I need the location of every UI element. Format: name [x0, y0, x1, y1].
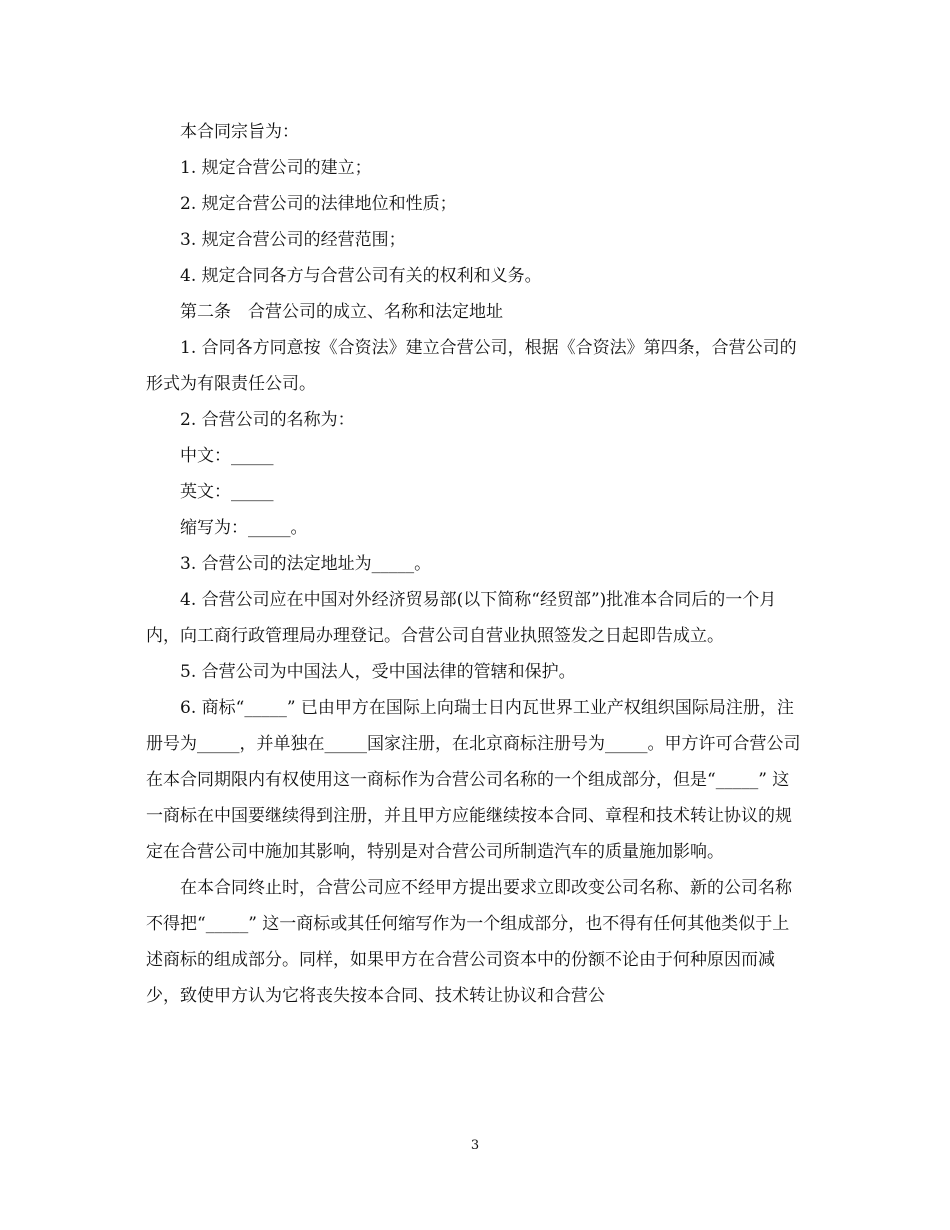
- paragraph-article2-3: 3. 合营公司的法定地址为_____。: [180, 554, 432, 574]
- paragraph-article2-5: 5. 合营公司为中国法人，受中国法律的管辖和保护。: [180, 662, 576, 682]
- paragraph-termination: 在本合同终止时，合营公司应不经甲方提出要求立即改变公司名称、新的公司名称不得把“_____” 这一商标或其任何缩写作为一个组成部分，也不得有任何其他类似于上述商标的组成部分。同样，如果甲方在合营公司资本中的份额不论由于何种原因而减少，致使甲方认为它将丧失按本合同、技术转让协议和合营公: [146, 878, 792, 1006]
- paragraph-chinese-name: 中文：_____: [180, 446, 274, 466]
- paragraph-purpose-1: 1. 规定合营公司的建立；: [180, 158, 372, 178]
- paragraph-abbreviation: 缩写为：_____。: [180, 518, 308, 538]
- paragraph-purpose-intro: 本合同宗旨为：: [180, 122, 299, 142]
- paragraph-purpose-2: 2. 规定合营公司的法律地位和性质；: [180, 194, 457, 214]
- paragraph-article2-1: 1. 合同各方同意按《合资法》建立合营公司，根据《合资法》第四条，合营公司的形式为有限责任公司。: [146, 338, 797, 394]
- article-2-heading: 第二条 合营公司的成立、名称和法定地址: [180, 302, 503, 322]
- paragraph-article2-6: 6. 商标“_____” 已由甲方在国际上向瑞士日内瓦世界工业产权组织国际局注册，注册号为_____，并单独在_____国家注册，在北京商标注册号为_____。甲方许可合营公司在本合同期限内有权使用这一商标作为合营公司名称的一个组成部分，但是“_____” 这一商标在中国要继续得到注册，并且甲方应能继续按本合同、章程和技术转让协议的规定在合营公司中施加其影响，特别是对合营公司所制造汽车的质量施加影响。: [146, 698, 801, 862]
- paragraph-article2-4: 4. 合营公司应在中国对外经济贸易部(以下简称“经贸部”)批准本合同后的一个月内，向工商行政管理局办理登记。合营公司自营业执照签发之日起即告成立。: [146, 590, 777, 646]
- paragraph-article2-2: 2. 合营公司的名称为：: [180, 410, 355, 430]
- paragraph-purpose-4: 4. 规定合同各方与合营公司有关的权利和义务。: [180, 266, 542, 286]
- paragraph-purpose-3: 3. 规定合营公司的经营范围；: [180, 230, 406, 250]
- contract-body: [146, 114, 806, 1014]
- paragraph-english-name: 英文：_____: [180, 482, 274, 502]
- page-number: 3: [470, 1138, 480, 1153]
